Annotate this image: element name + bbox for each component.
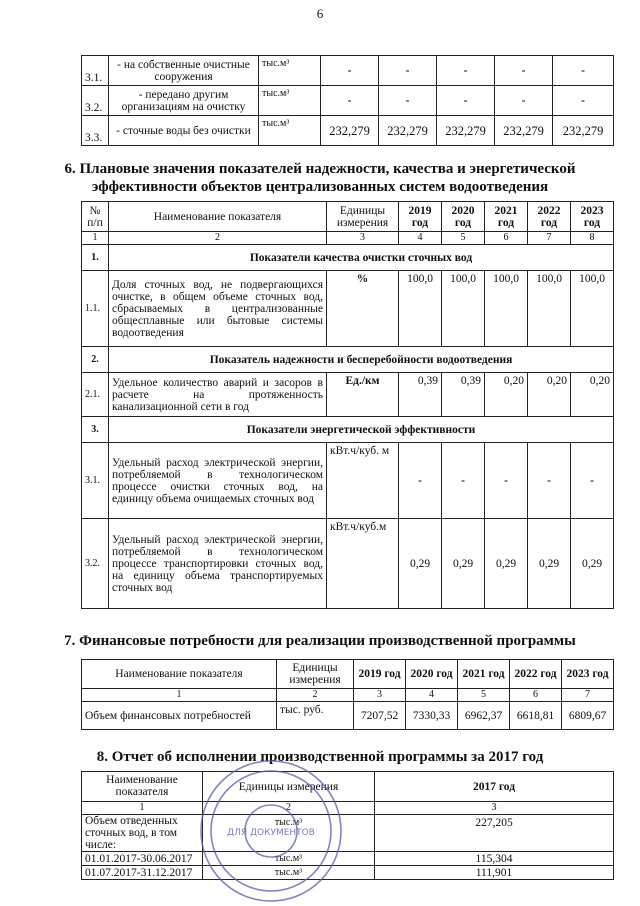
- cell-value: 232,279: [321, 116, 379, 146]
- table-section6: [81, 201, 614, 609]
- group-number: 2.: [82, 347, 109, 373]
- row-number: 3.2.: [82, 519, 109, 609]
- cell-value: 100,0: [485, 271, 528, 347]
- cell-value: 100,0: [442, 271, 485, 347]
- group-header-row: [82, 347, 614, 373]
- cell-value: -: [495, 56, 553, 86]
- col-number: 4: [406, 689, 458, 702]
- header-year: 2022 год: [510, 660, 562, 689]
- row-unit: тыс.м³: [203, 815, 375, 852]
- table-row: [82, 815, 614, 852]
- row-number: 3.1.: [82, 443, 109, 519]
- header-year: 2019 год: [354, 660, 406, 689]
- col-number: 3: [354, 689, 406, 702]
- row-name: Удельный расход электрической энергии, потребляемой в технологическом процессе очистки сточных вод, на единицу объема очищаемых сточных вод: [109, 443, 327, 519]
- col-number: 2: [109, 232, 327, 245]
- row-name: Объем отведенных сточных вод, в том числе:: [82, 815, 203, 852]
- table-row: [82, 116, 614, 146]
- cell-value: -: [379, 56, 437, 86]
- row-number: 1.1.: [82, 271, 109, 347]
- cell-value: 100,0: [399, 271, 442, 347]
- table-section7: [81, 659, 614, 730]
- col-number: 3: [327, 232, 399, 245]
- cell-value: 0,20: [571, 373, 614, 417]
- cell-value: 0,29: [571, 519, 614, 609]
- cell-value: 0,29: [442, 519, 485, 609]
- row-unit: тыс.м³: [259, 86, 321, 116]
- header-num: № п/п: [82, 202, 109, 232]
- col-number: 1: [82, 802, 203, 815]
- cell-value: -: [437, 56, 495, 86]
- cell-value: 232,279: [437, 116, 495, 146]
- row-unit: тыс.м³: [259, 56, 321, 86]
- header-year: 2020 год: [406, 660, 458, 689]
- section6-title: [0, 160, 640, 196]
- group-title: Показатели качества очистки сточных вод: [109, 245, 614, 271]
- row-name: Доля сточных вод, не подвергающихся очистке, в общем объеме сточных вод, сбрасываемых в централизованные общесплавные или бытовые системы водоотведения: [109, 271, 327, 347]
- cell-value: 6962,37: [458, 702, 510, 730]
- group-header-row: [82, 417, 614, 443]
- cell-value: 111,901: [375, 866, 614, 880]
- column-number-row: [82, 232, 614, 245]
- cell-value: 0,39: [442, 373, 485, 417]
- table-row: [82, 373, 614, 417]
- cell-value: -: [553, 86, 614, 116]
- group-header-row: [82, 245, 614, 271]
- cell-value: -: [485, 443, 528, 519]
- group-title: Показатель надежности и бесперебойности водоотведения: [109, 347, 614, 373]
- col-number: 3: [375, 802, 614, 815]
- col-number: 5: [458, 689, 510, 702]
- cell-value: -: [495, 86, 553, 116]
- header-year: 2020 год: [442, 202, 485, 232]
- cell-value: -: [528, 443, 571, 519]
- cell-value: 100,0: [528, 271, 571, 347]
- row-unit: тыс.м³: [203, 866, 375, 880]
- col-number: 1: [82, 232, 109, 245]
- column-number-row: [82, 802, 614, 815]
- header-year: 2022 год: [528, 202, 571, 232]
- cell-value: -: [442, 443, 485, 519]
- table-header-row: [82, 202, 614, 232]
- cell-value: -: [399, 443, 442, 519]
- cell-value: -: [321, 86, 379, 116]
- row-unit: %: [327, 271, 399, 347]
- row-number: 2.1.: [82, 373, 109, 417]
- cell-value: 0,29: [399, 519, 442, 609]
- page-number: 6: [316, 6, 324, 21]
- cell-value: 232,279: [495, 116, 553, 146]
- row-name: 01.07.2017-31.12.2017: [82, 866, 203, 880]
- col-number: 7: [562, 689, 614, 702]
- cell-value: 0,29: [485, 519, 528, 609]
- header-year: 2023 год: [571, 202, 614, 232]
- table-row: [82, 866, 614, 880]
- cell-value: 0,20: [485, 373, 528, 417]
- cell-value: 227,205: [375, 815, 614, 852]
- row-number: 3.2.: [82, 86, 109, 116]
- header-year: 2019 год: [399, 202, 442, 232]
- cell-value: 0,20: [528, 373, 571, 417]
- table-top-continuation: [81, 55, 614, 146]
- header-name: Наименование показателя: [82, 772, 203, 802]
- cell-value: -: [321, 56, 379, 86]
- row-number: 3.1.: [82, 56, 109, 86]
- cell-value: 0,29: [528, 519, 571, 609]
- header-unit: Единицы измерения: [203, 772, 375, 802]
- table-row: [82, 271, 614, 347]
- section8-title: 8. Отчет об исполнении производственной программы за 2017 год: [96, 749, 544, 765]
- header-unit: Единицы измерения: [277, 660, 354, 689]
- col-number: 2: [277, 689, 354, 702]
- group-number: 1.: [82, 245, 109, 271]
- header-year: 2017 год: [375, 772, 614, 802]
- col-number: 8: [571, 232, 614, 245]
- cell-value: -: [571, 443, 614, 519]
- table-row: [82, 852, 614, 866]
- table-row: [82, 56, 614, 86]
- row-unit: тыс.м³: [203, 852, 375, 866]
- cell-value: -: [379, 86, 437, 116]
- cell-value: 6809,67: [562, 702, 614, 730]
- row-unit: кВт.ч/куб. м: [327, 443, 399, 519]
- row-name: Удельное количество аварий и засоров в расчете на протяженность канализационной сети в год: [109, 373, 327, 417]
- header-year: 2021 год: [485, 202, 528, 232]
- table-row: [82, 519, 614, 609]
- col-number: 7: [528, 232, 571, 245]
- group-title: Показатели энергетической эффективности: [109, 417, 614, 443]
- row-unit: тыс. руб.: [277, 702, 354, 730]
- cell-value: 0,39: [399, 373, 442, 417]
- table-section8: [81, 771, 614, 880]
- header-unit: Единицы измерения: [327, 202, 399, 232]
- group-number: 3.: [82, 417, 109, 443]
- column-number-row: [82, 689, 614, 702]
- row-unit: тыс.м³: [259, 116, 321, 146]
- cell-value: 6618,81: [510, 702, 562, 730]
- col-number: 1: [82, 689, 277, 702]
- col-number: 5: [442, 232, 485, 245]
- header-year: 2023 год: [562, 660, 614, 689]
- table-header-row: [82, 660, 614, 689]
- section7-title: 7. Финансовые потребности для реализации производственной программы: [64, 633, 576, 649]
- cell-value: -: [553, 56, 614, 86]
- row-name: - сточные воды без очистки: [109, 116, 259, 146]
- col-number: 4: [399, 232, 442, 245]
- col-number: 2: [203, 802, 375, 815]
- table-header-row: [82, 772, 614, 802]
- row-name: - на собственные очистные сооружения: [109, 56, 259, 86]
- header-name: Наименование показателя: [82, 660, 277, 689]
- row-unit: Ед./км: [327, 373, 399, 417]
- cell-value: 100,0: [571, 271, 614, 347]
- cell-value: -: [437, 86, 495, 116]
- row-number: 3.3.: [82, 116, 109, 146]
- section6-title-line2: эффективности объектов централизованных систем водоотведения: [91, 179, 549, 195]
- header-year: 2021 год: [458, 660, 510, 689]
- cell-value: 232,279: [553, 116, 614, 146]
- row-unit: кВт.ч/куб.м: [327, 519, 399, 609]
- cell-value: 115,304: [375, 852, 614, 866]
- cell-value: 7330,33: [406, 702, 458, 730]
- row-name: - передано другим организациям на очистку: [109, 86, 259, 116]
- header-name: Наименование показателя: [109, 202, 327, 232]
- table-row: [82, 443, 614, 519]
- row-name: 01.01.2017-30.06.2017: [82, 852, 203, 866]
- col-number: 6: [510, 689, 562, 702]
- cell-value: 232,279: [379, 116, 437, 146]
- table-row: [82, 702, 614, 730]
- cell-value: 7207,52: [354, 702, 406, 730]
- row-name: Удельный расход электрической энергии, потребляемой в технологическом процессе транспортировки сточных вод, на единицу объема транспортируемых сточных вод: [109, 519, 327, 609]
- col-number: 6: [485, 232, 528, 245]
- row-name: Объем финансовых потребностей: [82, 702, 277, 730]
- table-row: [82, 86, 614, 116]
- section6-title-line1: 6. Плановые значения показателей надежности, качества и энергетической: [64, 161, 576, 177]
- stamp-text: ДЛЯ ДОКУМЕНТОВ: [227, 828, 315, 838]
